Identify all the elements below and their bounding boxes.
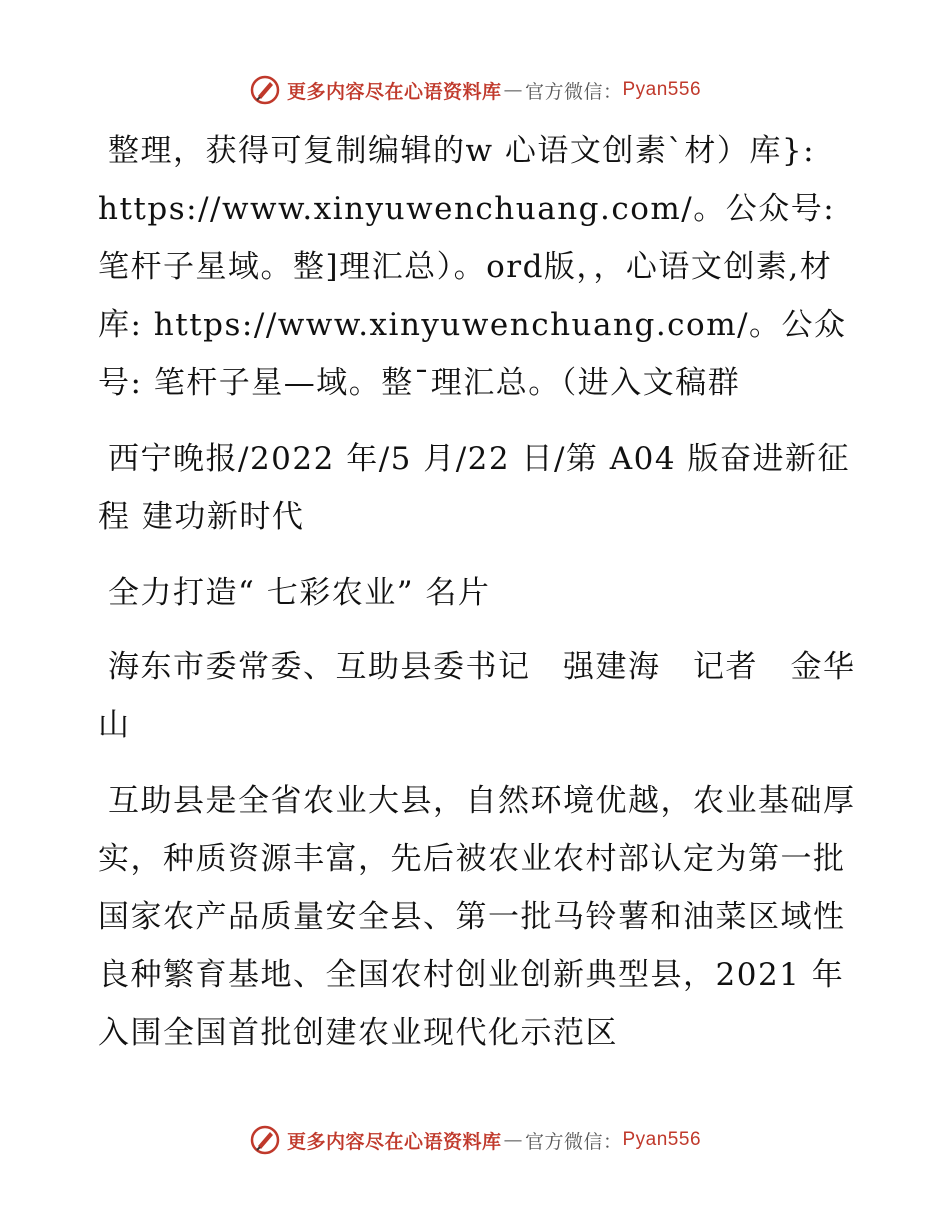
intro-paragraph: 整理，获得可复制编辑的w 心语文创素`材）库}: https://www.xinyuwenchuang.com/。公众号: 笔杆子星域。整]理汇总）。ord版，，心语文创素,材库: https://www.xinyuwenchuang.com/。公众号: 笔杆子星—域。整¯理汇总。（进入文稿群 [98, 133, 847, 401]
banner-separator: — [503, 79, 523, 101]
banner-wechat-label: 官方微信： [524, 80, 623, 103]
brand-logo-icon [249, 74, 281, 106]
banner-wechat-label: 官方微信： [524, 1130, 623, 1153]
banner-wechat-id: Pyan556 [622, 79, 702, 100]
footer-banner [0, 1120, 950, 1160]
article-body [98, 122, 858, 1080]
brand-logo-icon [249, 1124, 281, 1156]
banner-wechat-id: Pyan556 [622, 1129, 702, 1150]
header-banner [0, 70, 950, 110]
banner-title: 更多内容尽在心语资料库 [286, 1130, 502, 1153]
banner-separator: — [503, 1129, 523, 1151]
banner-title: 更多内容尽在心语资料库 [286, 80, 502, 103]
source-line: 西宁晚报/2022 年/5 月/22 日/第 A04 版奋进新征程 建功新时代 [98, 441, 850, 535]
body-paragraph: 互助县是全省农业大县，自然环境优越，农业基础厚实，种质资源丰富，先后被农业农村部认定为第一批国家农产品质量安全县、第一批马铃薯和油菜区域性良种繁育基地、全国农村创业创新典型县，2021 年入围全国首批创建农业现代化示范区 [98, 783, 856, 1051]
byline: 海东市委常委、互助县委书记 强建海 记者 金华山 [98, 649, 856, 743]
article-headline: 全力打造“ 七彩农业” 名片 [108, 575, 491, 611]
